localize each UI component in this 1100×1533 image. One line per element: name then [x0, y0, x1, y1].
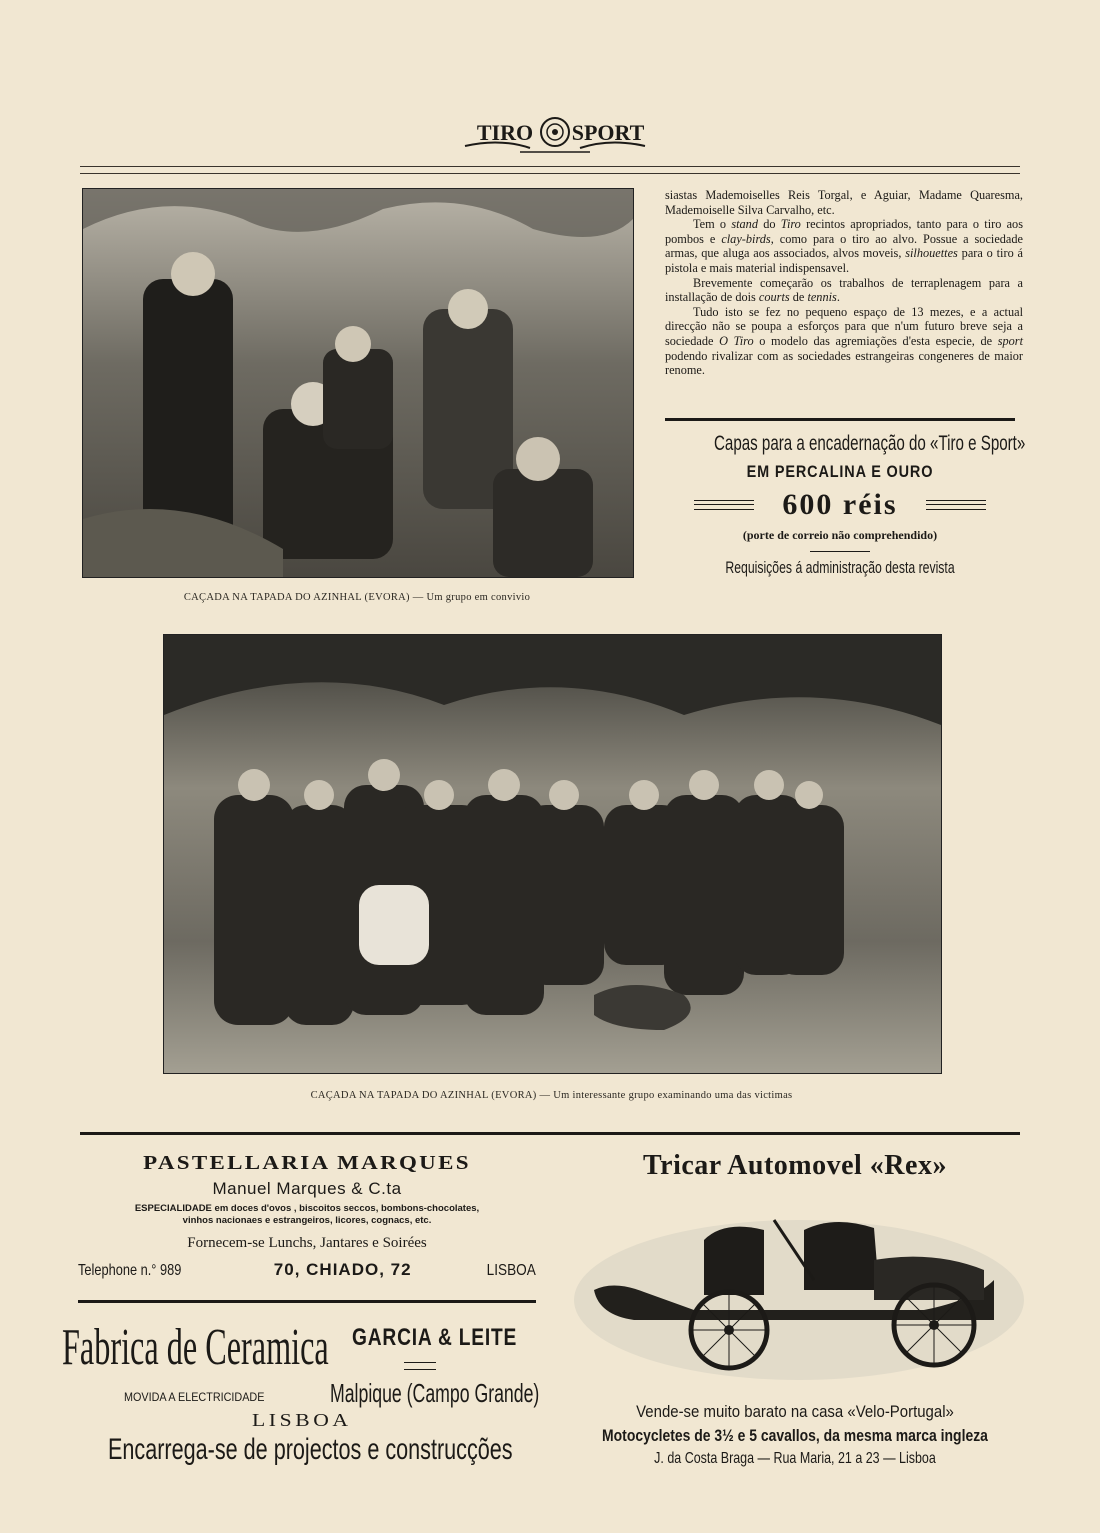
divider	[810, 551, 870, 552]
specialty-line: ESPECIALIDADE em doces d'ovos , biscoitos seccos, bombons-chocolates,	[134, 1203, 480, 1214]
ad-tricar-sale: Vende-se muito barato na casa «Velo-Portugal»	[636, 1402, 954, 1421]
article-paragraph: Brevemente começarão os trabalhos de terraplenagem para a installação de dois courts de tennis.	[665, 275, 1023, 305]
ad-rule	[78, 1300, 536, 1303]
ad-pastellaria-contact-row	[78, 1260, 536, 1280]
ad-pastellaria-owner: Manuel Marques & C.ta	[212, 1179, 402, 1198]
ad-tricar-title: Tricar Automovel «Rex»	[643, 1150, 947, 1181]
telephone: Telephone n.° 989	[78, 1262, 182, 1279]
top-rule	[80, 166, 1020, 174]
photo2-caption: CAÇADA NA TAPADA DO AZINHAL (EVORA) — Um interessante grupo examinando uma das victimas	[310, 1090, 793, 1101]
svg-text:SPORT: SPORT	[571, 120, 645, 145]
masthead-logo	[460, 108, 650, 158]
tricar-illustration	[574, 1200, 1024, 1385]
ad-pastellaria	[78, 1152, 536, 1280]
svg-text:TIRO: TIRO	[476, 120, 534, 145]
ornament-rule	[694, 500, 754, 510]
city: LISBOA	[486, 1262, 536, 1279]
ad-tricar	[565, 1150, 1025, 1182]
article-paragraph: Tudo isto se fez no pequeno espaço de 13 mezes, e a actual direcção não se poupa a esforços para que n'um futuro breve seja a sociedade O Tiro o modelo das agremiações d'esta especie, de sport podendo rivalizar com as sociedades estrangeiras congeneres de maior renome.	[665, 304, 1023, 378]
ad-capas	[665, 428, 1026, 578]
ad-tricar-address: J. da Costa Braga — Rua Maria, 21 a 23 — Lisboa	[654, 1450, 936, 1467]
ad-capas-headline: Capas para a encadernação do «Tiro e Sport»	[714, 432, 1026, 455]
ad-ceramica-location: Malpique (Campo Grande)	[330, 1378, 540, 1408]
ad-pastellaria-title: PASTELLARIA MARQUES	[143, 1152, 471, 1174]
ad-capas-note: (porte de correio não comprehendido)	[742, 528, 938, 542]
ad-capas-price-row	[665, 488, 1015, 522]
ad-pastellaria-services: Fornecem-se Lunchs, Jantares e Soirées	[187, 1235, 427, 1251]
photo-group-convivio	[82, 188, 634, 578]
section-rule	[80, 1132, 1020, 1135]
ad-ceramica-title: Fabrica de Ceramica	[62, 1319, 329, 1376]
ornament-rule	[404, 1362, 436, 1370]
article-paragraph: siastas Mademoiselles Reis Torgal, e Aguiar, Madame Quaresma, Mademoiselle Silva Carvalho, etc.	[665, 188, 1023, 217]
ad-ceramica-city: LISBOA	[252, 1410, 352, 1430]
ornament-rule	[926, 500, 986, 510]
ad-ceramica-firm: GARCIA & LEITE	[352, 1324, 518, 1351]
address: 70, CHIADO, 72	[273, 1260, 412, 1279]
ad-pastellaria-specialty	[78, 1203, 536, 1227]
ad-capas-material: EM PERCALINA E OURO	[746, 462, 934, 481]
article-paragraph: Tem o stand do Tiro recintos apropriados, tanto para o tiro aos pombos e clay-birds, como para o tiro ao alvo. Possue a sociedade armas, que aluga aos associados, alvos moveis, silhouettes para o tiro á pistola e mais material indispensavel.	[665, 217, 1023, 275]
specialty-line: vinhos nacionaes e estrangeiros, licores, cognacs, etc.	[182, 1215, 432, 1226]
ad-ceramica-tagline: Encarrega-se de projectos e construcções	[108, 1433, 513, 1466]
photo1-caption: CAÇADA NA TAPADA DO AZINHAL (EVORA) — Um grupo em convivio	[183, 592, 531, 603]
ad-capas-orders: Requisições á administração desta revista	[725, 558, 955, 577]
article-rule	[665, 418, 1015, 421]
photo-group-victims	[163, 634, 942, 1074]
ad-ceramica-power: MOVIDA A ELECTRICIDADE	[124, 1390, 265, 1404]
ad-capas-price: 600 réis	[782, 488, 898, 521]
ad-tricar-motorcycles: Motocycletes de 3½ e 5 cavallos, da mesma marca ingleza	[602, 1426, 988, 1445]
article-text	[665, 188, 1023, 378]
